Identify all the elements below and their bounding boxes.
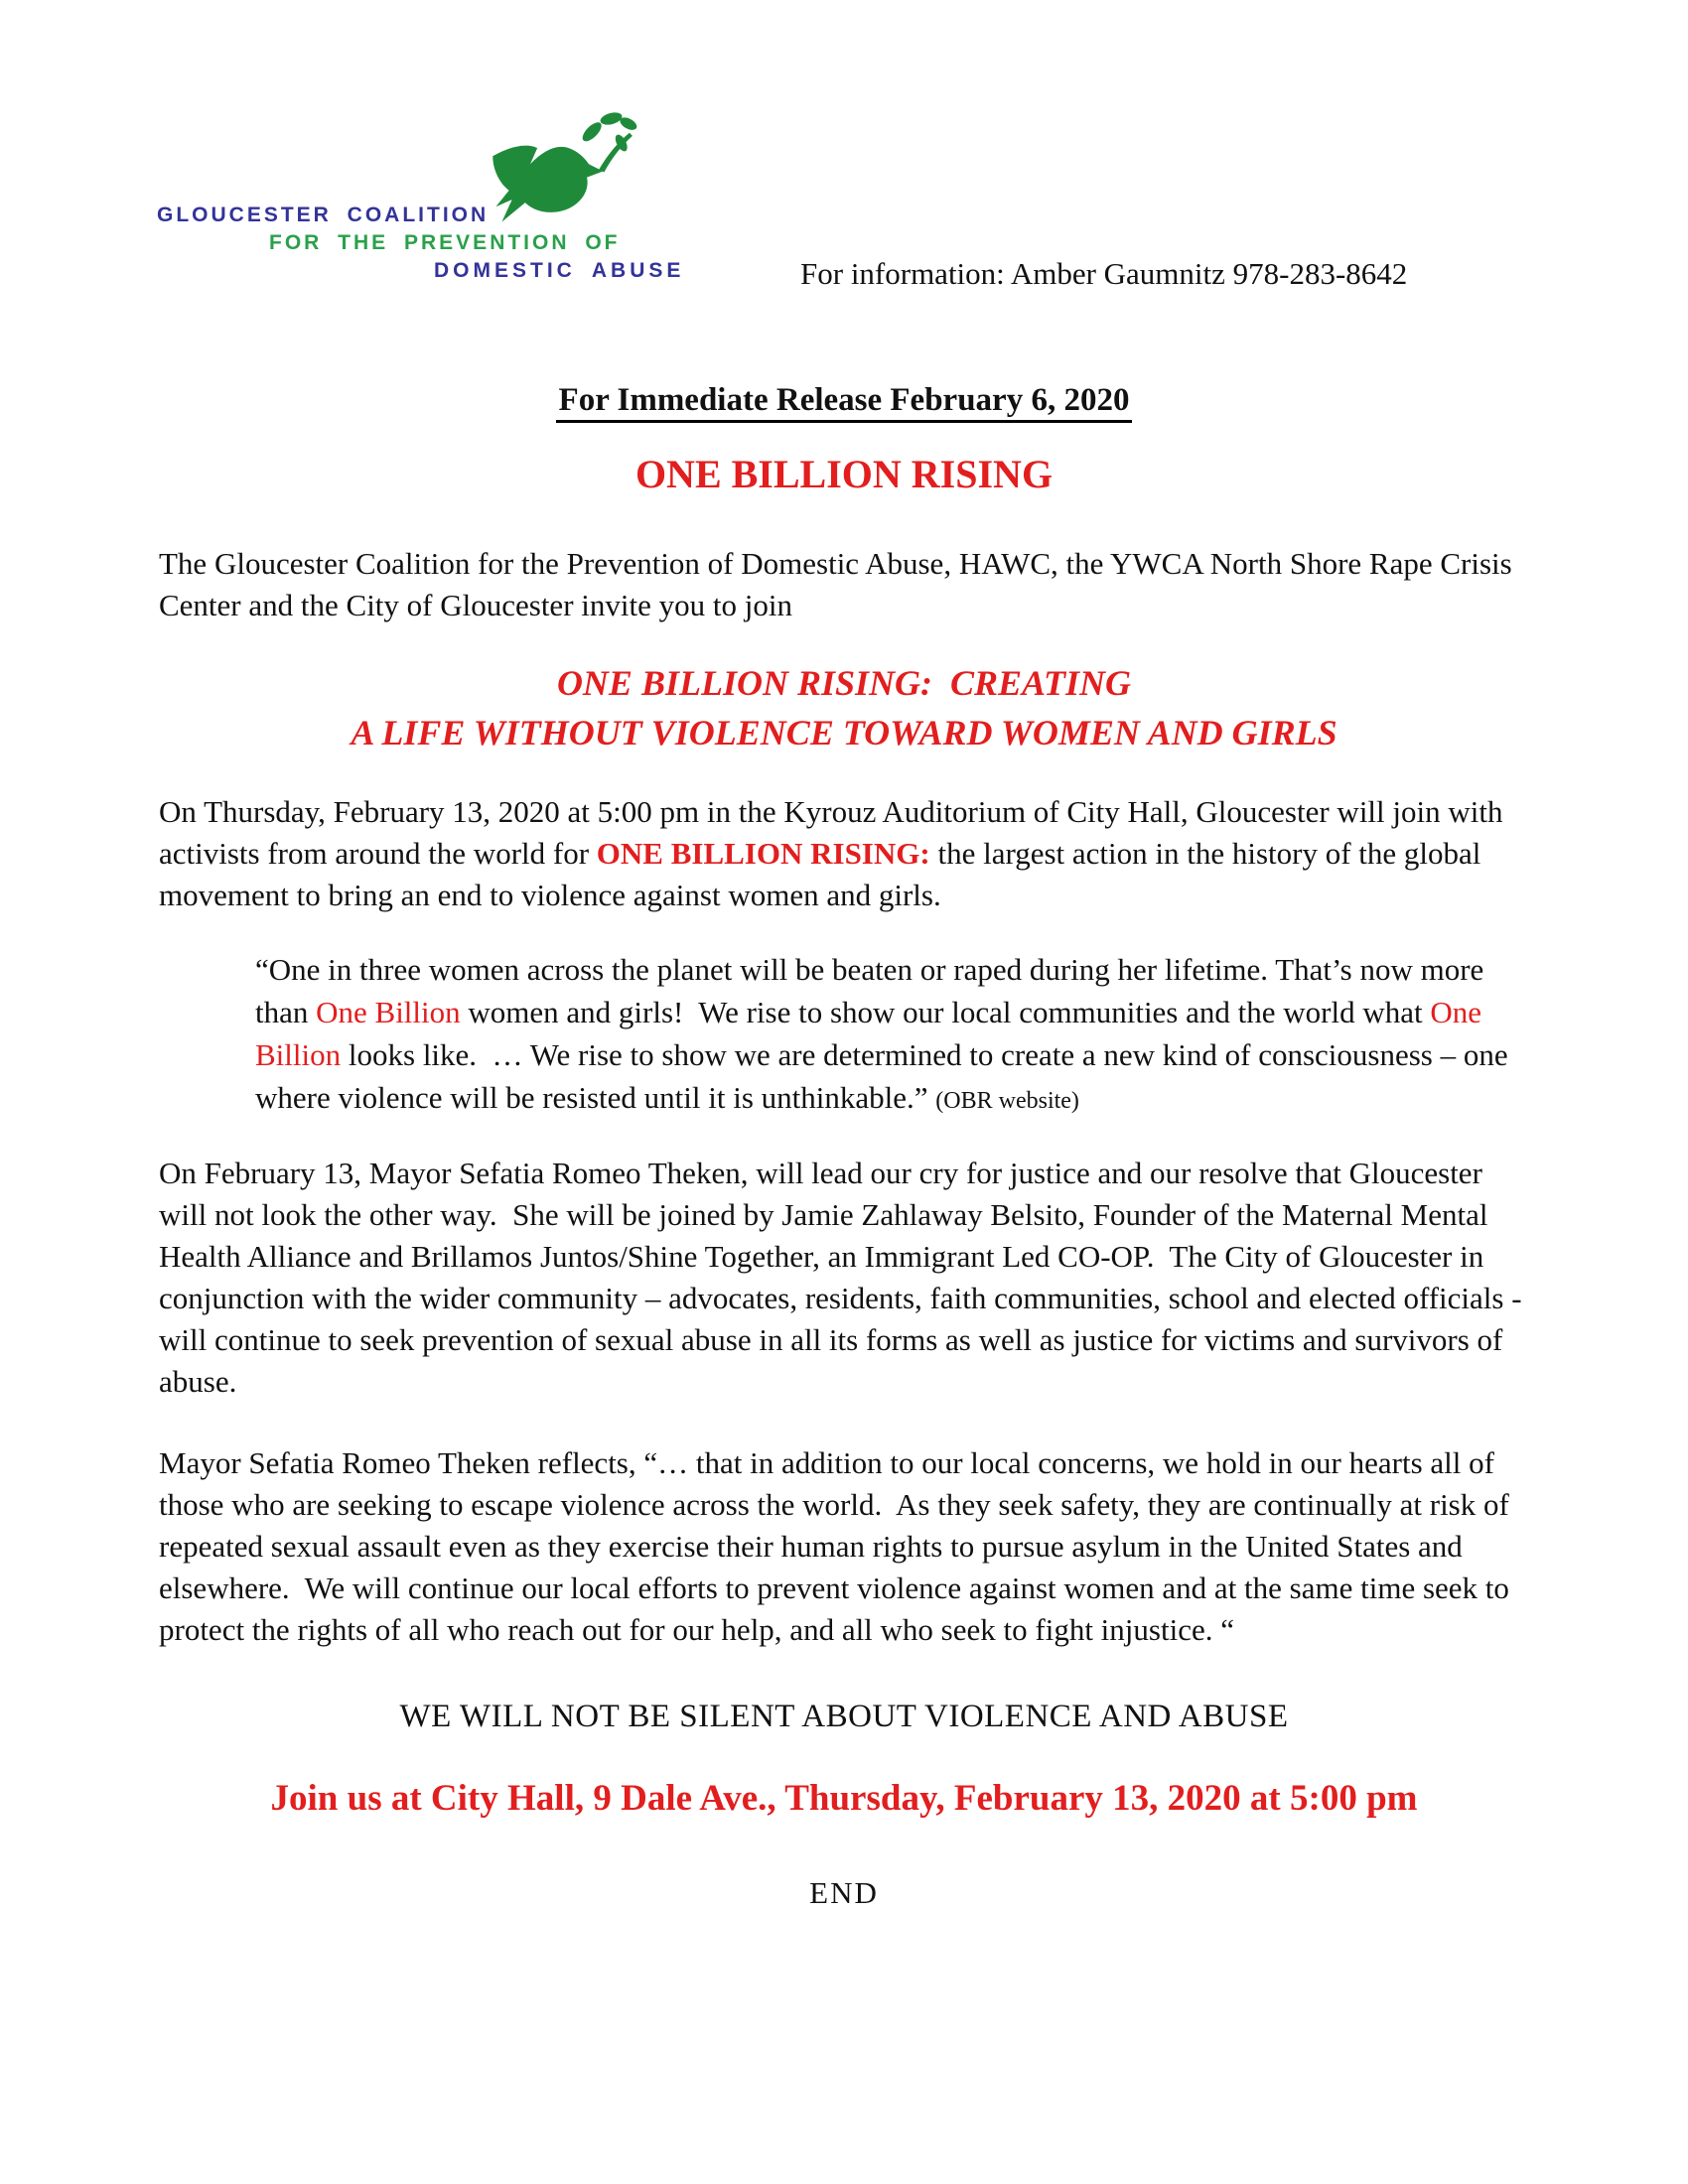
silent-statement-line: WE WILL NOT BE SILENT ABOUT VIOLENCE AND ABUSE [399, 1699, 1289, 1734]
event-paragraph-text: On Thursday, February 13, 2020 at 5:00 pm in the Kyrouz Auditorium of City Hall, Gloucester will join with activists from around the world for [159, 794, 1511, 871]
release-date-text: For Immediate Release February 6, 2020 [556, 382, 1133, 423]
logo-org-name-line1: GLOUCESTER COALITION [157, 204, 490, 226]
quote-source: (OBR website) [935, 1088, 1079, 1114]
obr-quote-block [255, 948, 1529, 1123]
quote-text-3: looks like. … We rise to show we are determined to create a new kind of consciousness – one where violence will be resisted until it is unthinkable.” [255, 1037, 1516, 1115]
event-heading-line2: A LIFE WITHOUT VIOLENCE TOWARD WOMEN AND GIRLS [351, 713, 1337, 752]
logo-org-name-line3: DOMESTIC ABUSE [434, 259, 685, 282]
event-paragraph-highlight: ONE BILLION RISING: [596, 836, 930, 871]
quote-one-billion-2: One Billion [255, 995, 1489, 1072]
page-title: ONE BILLION RISING [634, 452, 1054, 496]
quote-text-2: women and girls! We rise to show our local communities and the world what [460, 995, 1431, 1029]
document-body [0, 382, 1688, 1911]
event-paragraph [159, 791, 1529, 916]
join-us-line: Join us at City Hall, 9 Dale Ave., Thursday, February 13, 2020 at 5:00 pm [270, 1778, 1418, 1819]
quote-text-1: “One in three women across the planet will be beaten or raped during her lifetime. That’s now more than [255, 952, 1492, 1029]
end-marker: END [809, 1875, 879, 1910]
quote-one-billion-1: One Billion [316, 995, 461, 1029]
mayor-paragraph-2: Mayor Sefatia Romeo Theken reflects, “… that in addition to our local concerns, we hold in our hearts all of those who are seeking to escape violence across the world. As they seek safety, they are continually at risk of repeated sexual assault even as they exercise their human rights to pursue asylum in the United States and elsewhere. We will continue our local efforts to prevent violence against women and at the same time seek to protect the rights of all who reach out for our help, and all who seek to fight injustice. “ [159, 1445, 1517, 1647]
release-date-line [159, 382, 1529, 419]
dove-olive-branch-icon [470, 91, 643, 248]
mayor-paragraph-1: On February 13, Mayor Sefatia Romeo Theken, will lead our cry for justice and our resolve that Gloucester will not look the other way. She will be joined by Jamie Zahlaway Belsito, Founder of the Maternal Mental Health Alliance and Brillamos Juntos/Shine Together, an Immigrant Led CO-OP. The City of Gloucester in conjunction with the wider community – advocates, residents, faith communities, school and elected officials - will continue to seek prevention of sexual abuse in all its forms as well as justice for victims and survivors of abuse. [159, 1156, 1530, 1399]
event-heading [159, 658, 1529, 757]
header [0, 0, 1688, 367]
contact-info-line: For information: Amber Gaumnitz 978-283-8642 [800, 256, 1408, 291]
logo-org-name-line2: FOR THE PREVENTION OF [269, 231, 621, 254]
intro-paragraph: The Gloucester Coalition for the Prevention of Domestic Abuse, HAWC, the YWCA North Shore Rape Crisis Center and the City of Gloucester invite you to join [159, 546, 1520, 622]
event-heading-line1: ONE BILLION RISING: CREATING [556, 663, 1132, 703]
event-paragraph-text-2: the largest action in the history of the global movement to bring an end to violence against women and girls. [159, 836, 1489, 912]
